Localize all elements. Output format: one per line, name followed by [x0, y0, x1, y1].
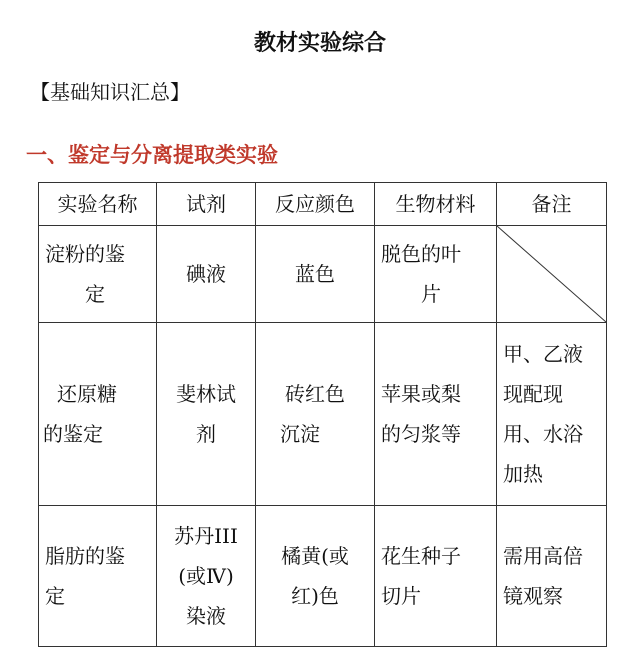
- cell-name: 淀粉的鉴 定: [39, 226, 157, 323]
- cell-name: 还原糖 的鉴定: [39, 323, 157, 506]
- cell-note-empty: [497, 226, 607, 323]
- header-material: 生物材料: [375, 183, 497, 226]
- table-header-row: [39, 183, 607, 226]
- experiment-table: [38, 182, 607, 647]
- cell-note: 甲、乙液 现配现 用、水浴 加热: [497, 323, 607, 506]
- header-color: 反应颜色: [256, 183, 375, 226]
- cell-material: 苹果或梨 的匀浆等: [375, 323, 497, 506]
- header-reagent: 试剂: [157, 183, 256, 226]
- cell-reagent: 碘液: [157, 226, 256, 323]
- table-row: [39, 506, 607, 647]
- page-title: 教材实验综合: [253, 31, 386, 56]
- cell-reagent: 斐林试 剂: [157, 323, 256, 506]
- cell-name: 脂肪的鉴 定: [39, 506, 157, 647]
- cell-color: 橘黄(或 红)色: [256, 506, 375, 647]
- subtitle: 【基础知识汇总】: [30, 80, 190, 104]
- header-name: 实验名称: [39, 183, 157, 226]
- table-row: [39, 226, 607, 323]
- cell-color: 蓝色: [256, 226, 375, 323]
- cell-note: 需用高倍 镜观察: [497, 506, 607, 647]
- section-heading: 一、鉴定与分离提取类实验: [26, 143, 278, 167]
- cell-material: 脱色的叶 片: [375, 226, 497, 323]
- table-row: [39, 323, 607, 506]
- cell-color: 砖红色 沉淀: [256, 323, 375, 506]
- cell-material: 花生种子 切片: [375, 506, 497, 647]
- header-note: 备注: [497, 183, 607, 226]
- cell-reagent: 苏丹III (或Ⅳ) 染液: [157, 506, 256, 647]
- diagonal-line: [497, 226, 606, 322]
